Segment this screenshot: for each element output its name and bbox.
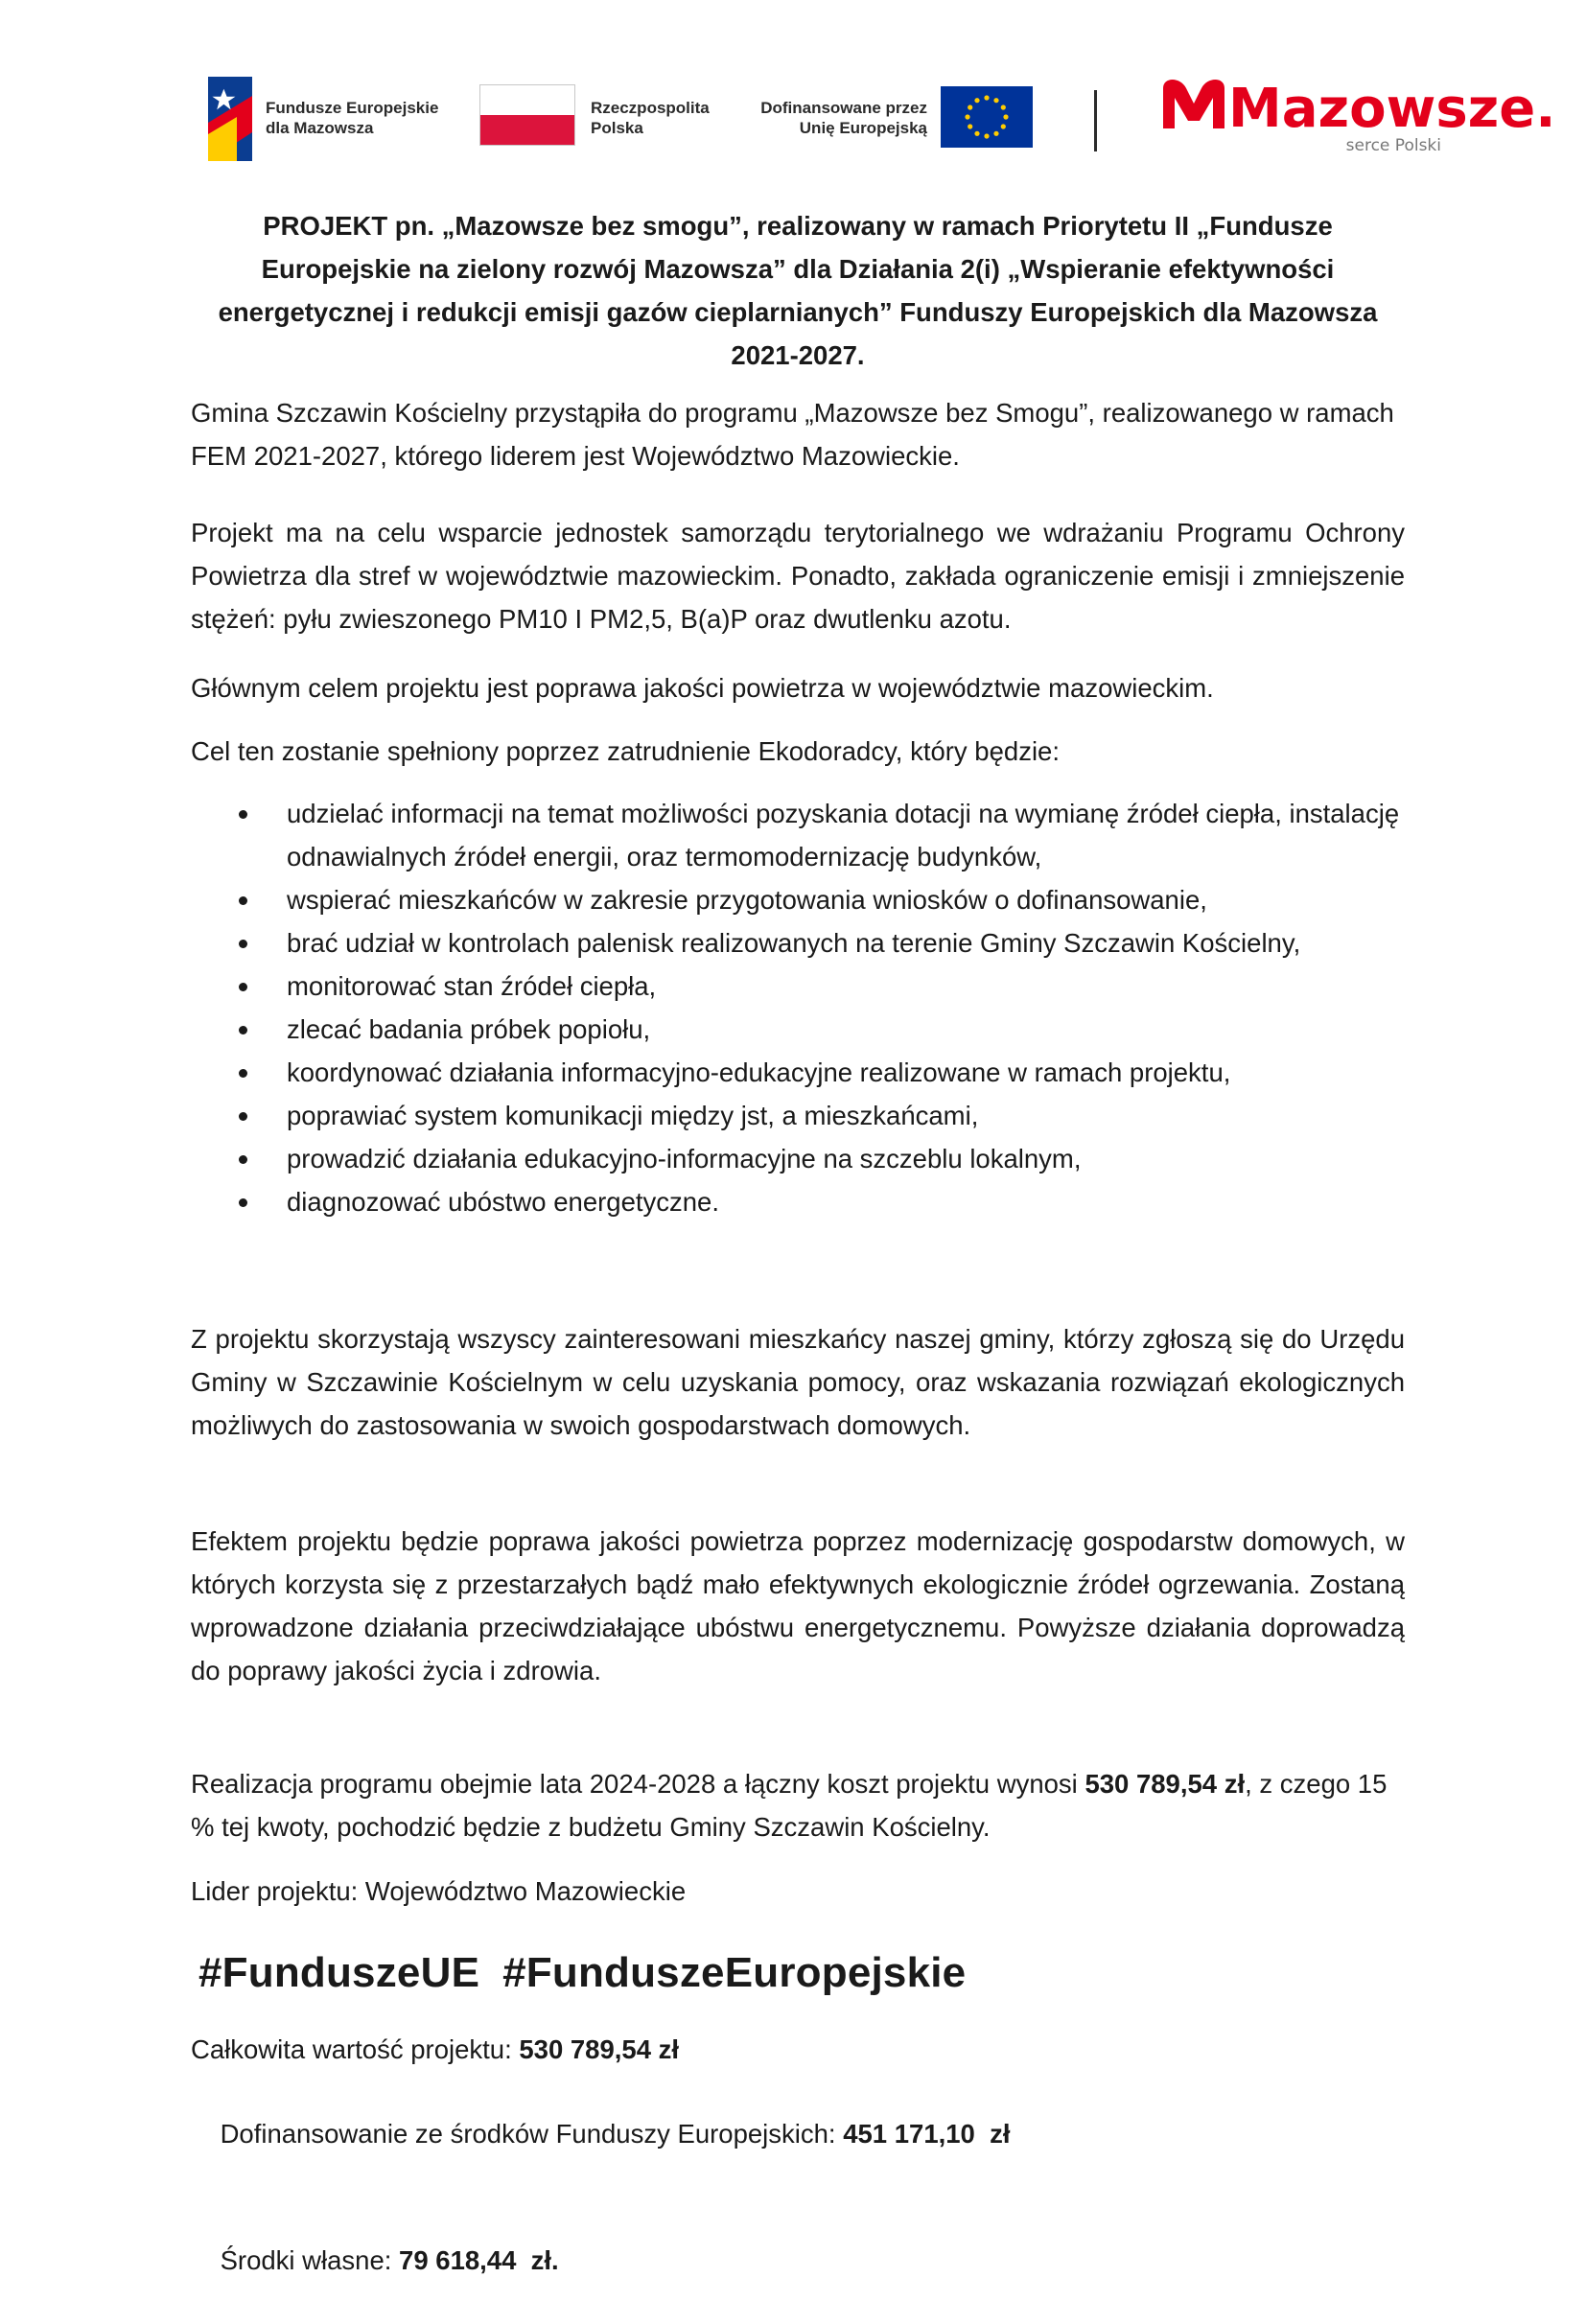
list-item-text: wspierać mieszkańców w zakresie przygotowania wniosków o dofinansowanie, (287, 885, 1207, 915)
ekodoradca-tasks-list (191, 792, 1405, 1223)
list-item (191, 1180, 1405, 1223)
list-item (191, 1008, 1405, 1051)
list-item (191, 921, 1405, 964)
list-item-text: udzielać informacji na temat możliwości pozyskania dotacji na wymianę źródeł ciepła, instalację odnawialnych źródeł energii, oraz termomodernizację budynków, (287, 799, 1400, 872)
hashtag-fundusze-ue: #FunduszeUE (198, 1949, 480, 1996)
finance-own-value: 79 618,44 zł. (399, 2245, 559, 2275)
bullet-icon (239, 1112, 247, 1121)
list-item (191, 792, 1405, 878)
logo-bar (197, 59, 1556, 174)
list-item-text: monitorować stan źródeł ciepła, (287, 971, 657, 1001)
total-cost-amount: 530 789,54 zł (1085, 1769, 1246, 1799)
logo-divider (1094, 90, 1097, 151)
fe-logo-line1: Fundusze Europejskie (266, 99, 439, 117)
hashtags (198, 1946, 966, 2000)
list-item-text: poprawiać system komunikacji między jst, a mieszkańcami, (287, 1101, 979, 1130)
unia-europejska-logo (755, 59, 1061, 174)
ue-logo-line1: Dofinansowane przez (760, 99, 927, 117)
paragraph-intro: Gmina Szczawin Kościelny przystąpiła do programu „Mazowsze bez Smogu”, realizowanego w ramach FEM 2021-2027, którego liderem jest Województwo Mazowieckie. (191, 398, 1394, 471)
finance-eu-label: Dofinansowanie ze środków Funduszy Europejskich: (220, 2119, 844, 2149)
paragraph-beneficiaries: Z projektu skorzystają wszyscy zainteresowani mieszkańcy naszej gminy, którzy zgłoszą się do Urzędu Gminy w Szczawinie Kościelnym w celu uzyskania pomocy, oraz wskazania rozwiązań ekologicznych możliwych do zastosowania w swoich gospodarstwach domowych. (191, 1324, 1405, 1440)
finance-total-label: Całkowita wartość projektu: (191, 2034, 520, 2064)
paragraph-effects: Efektem projektu będzie poprawa jakości powietrza poprzez modernizację gospodarstw domowych, w których korzysta się z przestarzałych bądź mało efektywnych ekologicznie źródeł ogrzewania. Zostaną wprowadzone działania przeciwdziałające ubóstwu energetycznemu. Powyższe działania doprowadzą do poprawy jakości życia i zdrowia. (191, 1526, 1405, 1685)
list-item-text: diagnozować ubóstwo energetyczne. (287, 1187, 719, 1217)
finance-own-label: Środki własne: (220, 2245, 400, 2275)
bullet-icon (239, 896, 247, 905)
list-item (191, 964, 1405, 1008)
costs-text-after: , z czego 15 % tej kwoty, pochodzić będzie z budżetu Gminy Szczawin Kościelny. (191, 1769, 1388, 1842)
finance-total (191, 2029, 1405, 2071)
ue-logo-line2: Unię Europejską (799, 119, 927, 137)
ue-logo-text (755, 98, 927, 138)
fundusze-europejskie-logo (208, 59, 457, 174)
list-item-text: brać udział w kontrolach palenisk realizowanych na terenie Gminy Szczawin Kościelny, (287, 928, 1301, 958)
bullet-icon (239, 1026, 247, 1034)
mazowsze-wordmark-text: Mazowsze. (1228, 78, 1556, 140)
fe-logo-text (266, 98, 438, 138)
hashtag-fundusze-europejskie: #FunduszeEuropejskie (502, 1949, 967, 1996)
finance-total-value: 530 789,54 zł (519, 2034, 680, 2064)
list-item (191, 1137, 1405, 1180)
list-item (191, 1094, 1405, 1137)
list-item (191, 878, 1405, 921)
paragraph-main-goal: Głównym celem projektu jest poprawa jakości powietrza w województwie mazowieckim. (191, 673, 1214, 703)
eu-flag-icon (941, 86, 1033, 148)
bullet-icon (239, 810, 247, 819)
bullet-icon (239, 940, 247, 948)
list-item-text: prowadzić działania edukacyjno-informacyjne na szczeblu lokalnym, (287, 1144, 1082, 1174)
mazowsze-logo (1157, 59, 1556, 174)
finance-summary (191, 2029, 1405, 2324)
bullet-icon (239, 1069, 247, 1078)
rzeczpospolita-polska-logo (479, 59, 729, 174)
poland-flag-icon (479, 84, 575, 146)
list-item (191, 1051, 1405, 1094)
finance-eu-value: 451 171,10 zł (843, 2119, 1011, 2149)
paragraph-costs (191, 1762, 1405, 1848)
fe-logo-line2: dla Mazowsza (266, 119, 374, 137)
bullet-icon (239, 1155, 247, 1164)
mazowsze-wordmark (1157, 69, 1556, 146)
finance-eu (191, 2071, 1405, 2197)
fe-star-flag-icon (208, 77, 252, 161)
bullet-icon (239, 1198, 247, 1207)
rp-logo-line2: Polska (591, 119, 643, 137)
rp-logo-text (591, 98, 710, 138)
rp-logo-line1: Rzeczpospolita (591, 99, 710, 117)
list-item-text: koordynować działania informacyjno-edukacyjne realizowane w ramach projektu, (287, 1057, 1231, 1087)
finance-own (191, 2197, 1405, 2324)
project-leader: Lider projektu: Województwo Mazowieckie (191, 1876, 687, 1906)
costs-text-before: Realizacja programu obejmie lata 2024-2028 a łączny koszt projektu wynosi (191, 1769, 1085, 1799)
list-item-text: zlecać badania próbek popiołu, (287, 1014, 651, 1044)
paragraph-goal: Projekt ma na celu wsparcie jednostek samorządu terytorialnego we wdrażaniu Programu Ochrony Powietrza dla stref w województwie mazowieckim. Ponadto, zakłada ograniczenie emisji i zmniejszenie stężeń: pyłu zwieszonego PM10 I PM2,5, B(a)P oraz dwutlenku azotu. (191, 518, 1405, 634)
paragraph-ekodoradca: Cel ten zostanie spełniony poprzez zatrudnienie Ekodoradcy, który będzie: (191, 736, 1060, 766)
mazowsze-subtitle: serce Polski (1345, 136, 1441, 155)
project-heading: PROJEKT pn. „Mazowsze bez smogu”, realizowany w ramach Priorytetu II „Fundusze Europejskie na zielony rozwój Mazowsza” dla Działania 2(i) „Wspieranie efektywności energetycznej i redukcji emisji gazów cieplarnianych” Funduszy Europejskich dla Mazowsza 2021-2027. (218, 211, 1378, 370)
bullet-icon (239, 983, 247, 991)
